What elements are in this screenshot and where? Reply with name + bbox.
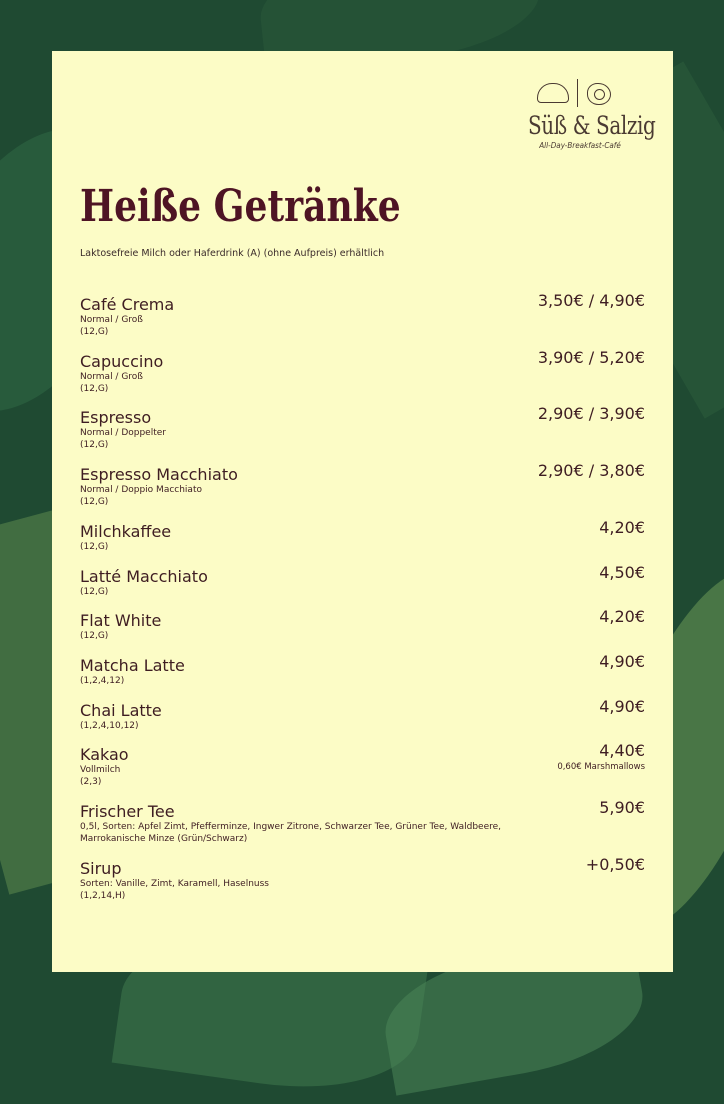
item-description: Normal / Groß — [80, 372, 143, 382]
item-description: 0,5l, Sorten: Apfel Zimt, Pfefferminze, Ingwer Zitrone, Schwarzer Tee, Grüner Tee, Waldbeere, — [80, 822, 502, 832]
item-price: 4,40€ — [599, 741, 645, 760]
item-description: (12,G) — [80, 496, 109, 507]
menu-item — [80, 518, 645, 554]
menu-item — [80, 404, 645, 451]
item-description: (1,2,4,10,12) — [80, 721, 139, 731]
item-name: Frischer Tee — [80, 802, 175, 821]
item-price: 3,50€ / 4,90€ — [537, 291, 645, 310]
item-extra-price: 0,60€ Marshmallows — [557, 762, 645, 772]
item-price: 4,20€ — [599, 518, 645, 537]
logo-icons — [515, 79, 645, 107]
item-description: Normal / Groß — [80, 315, 143, 325]
item-description: Vollmilch — [80, 765, 121, 775]
item-price: 4,20€ — [599, 607, 645, 626]
item-price: 4,90€ — [599, 652, 645, 671]
menu-item — [80, 697, 645, 733]
item-description: (1,2,14,H) — [80, 890, 126, 901]
item-price: 3,90€ / 5,20€ — [537, 348, 645, 367]
item-price: 5,90€ — [599, 798, 645, 817]
croissant-icon — [537, 83, 569, 103]
item-description: Marrokanische Minze (Grün/Schwarz) — [80, 833, 248, 844]
item-price: 4,90€ — [599, 697, 645, 716]
item-name: Milchkaffee — [80, 522, 172, 541]
menu-card — [52, 51, 673, 972]
menu-item — [80, 652, 645, 688]
item-name: Café Crema — [80, 295, 175, 314]
item-description: (1,2,4,12) — [80, 676, 125, 686]
logo-divider — [577, 79, 578, 107]
item-price: 4,50€ — [599, 563, 645, 582]
item-description: (2,3) — [80, 776, 102, 787]
page-title: Heiße Getränke — [80, 181, 401, 232]
page-subtitle: Laktosefreie Milch oder Haferdrink (A) (ohne Aufpreis) erhältlich — [80, 248, 385, 259]
menu-item — [80, 741, 645, 788]
item-name: Sirup — [80, 859, 122, 878]
menu-item — [80, 855, 645, 902]
item-description: Sorten: Vanille, Zimt, Karamell, Haselnuss — [80, 879, 269, 889]
item-name: Espresso Macchiato — [80, 465, 238, 484]
logo-name: Süß & Salzig — [528, 111, 656, 140]
item-description: (12,G) — [80, 326, 109, 337]
item-description: (12,G) — [80, 542, 109, 552]
menu-item — [80, 798, 645, 845]
item-price: 2,90€ / 3,80€ — [537, 461, 645, 480]
logo-tagline: All-Day-Breakfast-Café — [539, 141, 621, 150]
item-description: Normal / Doppelter — [80, 428, 166, 438]
menu-item — [80, 607, 645, 643]
item-name: Flat White — [80, 611, 162, 630]
egg-yolk-icon — [594, 89, 605, 100]
item-name: Chai Latte — [80, 701, 162, 720]
menu-item — [80, 348, 645, 395]
item-description: (12,G) — [80, 439, 109, 450]
item-name: Kakao — [80, 745, 129, 764]
item-name: Espresso — [80, 408, 152, 427]
item-name: Latté Macchiato — [80, 567, 208, 586]
menu-item — [80, 291, 645, 338]
menu-item — [80, 461, 645, 508]
cafe-logo — [515, 79, 656, 150]
item-description: (12,G) — [80, 383, 109, 394]
item-price: 2,90€ / 3,90€ — [537, 404, 645, 423]
item-description: (12,G) — [80, 587, 109, 597]
item-description: Normal / Doppio Macchiato — [80, 485, 202, 495]
item-name: Capuccino — [80, 352, 164, 371]
item-name: Matcha Latte — [80, 656, 185, 675]
item-price: +0,50€ — [585, 855, 645, 874]
menu-item — [80, 563, 645, 599]
item-description: (12,G) — [80, 631, 109, 641]
